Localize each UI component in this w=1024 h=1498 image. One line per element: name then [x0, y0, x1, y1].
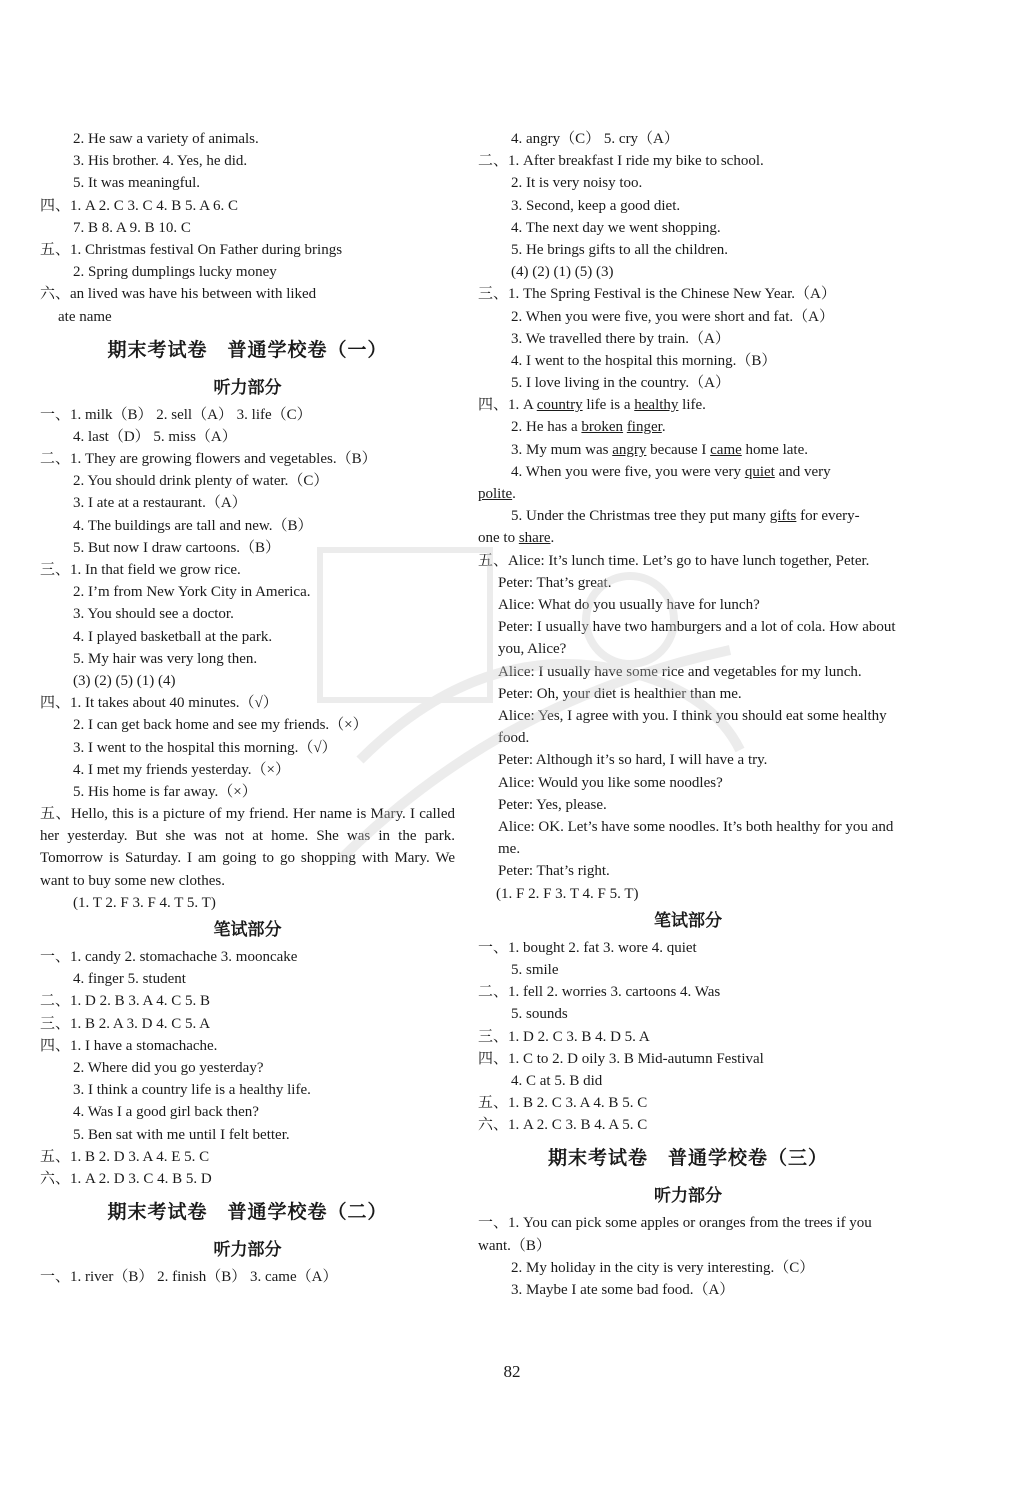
dialogue-line: Alice: What do you usually have for lunch?	[498, 596, 760, 613]
exam1-writing-answers	[40, 946, 455, 1190]
exam1-listening-line: 四、1. It takes about 40 minutes.（√）	[40, 695, 278, 712]
left-top-answers	[40, 128, 455, 328]
exam3-title: 期末考试卷 普通学校卷（三）	[547, 1147, 828, 1170]
underline-line-2: 2. He has a broken finger.	[511, 419, 666, 436]
dialogue-line: Peter: Yes, please.	[498, 796, 607, 813]
right-top-line: 4. The next day we went shopping.	[511, 219, 721, 236]
writing-heading: 笔试部分	[654, 910, 722, 931]
dialogue-line: Alice: I usually have some rice and vegetables for my lunch.	[498, 663, 862, 680]
right-top-line: 2. It is very noisy too.	[511, 175, 643, 192]
page-number: 82	[503, 1362, 521, 1381]
exam1-listening-line: 2. You should drink plenty of water.（C）	[73, 473, 329, 490]
exam1-writing-line: 五、1. B 2. D 3. A 4. E 5. C	[40, 1148, 210, 1165]
exam1-listening-line: 5. My hair was very long then.	[73, 650, 258, 667]
left-top-line: 2. Spring dumplings lucky money	[73, 264, 277, 281]
writing-line: 五、1. B 2. C 3. A 4. B 5. C	[478, 1095, 648, 1112]
exam1-writing-line: 二、1. D 2. B 3. A 4. C 5. B	[40, 993, 211, 1010]
writing-answers	[478, 937, 898, 1137]
right-top-answers	[478, 128, 898, 394]
exam1-listening-line: 2. I can get back home and see my friends.（×）	[73, 717, 368, 734]
exam1-listening-answers	[40, 404, 455, 803]
exam1-listening-line: 4. The buildings are tall and new.（B）	[73, 517, 313, 534]
right-top-line: 4. angry（C） 5. cry（A）	[511, 131, 679, 147]
writing-line: 二、1. fell 2. worries 3. cartoons 4. Was	[478, 984, 721, 1001]
dialogue-line: Peter: I usually have two hamburgers and a lot of cola. How about you, Alice?	[498, 619, 896, 658]
right-top-line: 3. We travelled there by train.（A）	[511, 330, 730, 347]
dialogue-line: Peter: That’s right.	[498, 863, 610, 880]
exam1-writing-line: 4. Was I a good girl back then?	[73, 1104, 259, 1121]
writing-line: 三、1. D 2. C 3. B 4. D 5. A	[478, 1028, 650, 1045]
underline-line-5b: one to share.	[478, 530, 555, 547]
exam1-passage: 五、Hello, this is a picture of my friend. Her name is Mary. I called her yesterday. But she was not at home. She was in the park. Tomorrow is Saturday. I am going to go shopping with Mary. We want to buy some new clothes.	[40, 806, 455, 889]
exam1-listening-line: (3) (2) (5) (1) (4)	[73, 672, 176, 689]
exam1-listening-line: 2. I’m from New York City in America.	[73, 584, 311, 601]
right-top-line: 2. When you were five, you were short and fat.（A）	[511, 308, 834, 325]
right-top-line: 3. Second, keep a good diet.	[511, 197, 681, 214]
left-top-line: ate name	[58, 308, 112, 325]
left-top-line: 四、1. A 2. C 3. C 4. B 5. A 6. C	[40, 197, 238, 214]
writing-line: 六、1. A 2. C 3. B 4. A 5. C	[478, 1117, 648, 1134]
underline-line-1: 四、1. A country life is a healthy life.	[478, 397, 706, 414]
exam1-title: 期末考试卷 普通学校卷（一）	[107, 338, 388, 361]
exam1-writing-heading: 笔试部分	[213, 920, 282, 941]
right-top-line: 二、1. After breakfast I ride my bike to school.	[478, 153, 764, 170]
exam1-passage-answers: (1. T 2. F 3. F 4. T 5. T)	[73, 894, 216, 911]
writing-line: 4. C at 5. B did	[511, 1072, 603, 1089]
writing-line: 5. smile	[511, 961, 559, 978]
exam3-listening-heading: 听力部分	[654, 1186, 722, 1207]
right-top-line: 5. He brings gifts to all the children.	[511, 241, 729, 258]
exam1-writing-line: 一、1. candy 2. stomachache 3. mooncake	[40, 949, 298, 966]
underline-line-5: 5. Under the Christmas tree they put many gifts for every-	[511, 508, 860, 525]
right-top-line: 三、1. The Spring Festival is the Chinese New Year.（A）	[478, 286, 836, 303]
writing-line: 一、1. bought 2. fat 3. wore 4. quiet	[478, 939, 697, 956]
exam1-listening-line: 一、1. milk（B） 2. sell（A） 3. life（C）	[40, 406, 312, 423]
exam2-first-line: 一、1. river（B） 2. finish（B） 3. came（A）	[40, 1269, 338, 1286]
dialogue	[478, 550, 898, 883]
left-top-line: 7. B 8. A 9. B 10. C	[73, 219, 191, 236]
dialogue-line: Peter: Oh, your diet is healthier than me.	[498, 685, 742, 702]
exam1-writing-line: 六、1. A 2. D 3. C 4. B 5. D	[40, 1170, 212, 1187]
writing-line: 5. sounds	[511, 1006, 568, 1023]
exam1-listening-line: 5. His home is far away.（×）	[73, 783, 257, 800]
exam1-listening-heading: 听力部分	[213, 377, 282, 398]
dialogue-line: Alice: Yes, I agree with you. I think you should eat some healthy food.	[498, 707, 887, 747]
exam1-listening-line: 3. You should see a doctor.	[73, 606, 234, 623]
exam2-listening-heading: 听力部分	[213, 1240, 282, 1261]
exam1-writing-line: 5. Ben sat with me until I felt better.	[73, 1126, 290, 1143]
exam1-listening-line: 4. I met my friends yesterday.（×）	[73, 761, 291, 778]
exam1-listening-line: 3. I went to the hospital this morning.（√）	[73, 739, 337, 756]
right-top-line: 4. I went to the hospital this morning.（B）	[511, 352, 777, 369]
writing-line: 四、1. C to 2. D oily 3. B Mid-autumn Festival	[478, 1050, 764, 1067]
exam1-listening-line: 4. last（D） 5. miss（A）	[73, 428, 237, 445]
left-top-line: 五、1. Christmas festival On Father during brings	[40, 241, 343, 258]
dialogue-answers: (1. F 2. F 3. T 4. F 5. T)	[496, 885, 639, 902]
dialogue-line: Alice: OK. Let’s have some noodles. It’s both healthy for you and me.	[498, 819, 894, 858]
exam3-line: 一、1. You can pick some apples or oranges from the trees if you want.（B）	[478, 1215, 872, 1254]
exam1-listening-line: 二、1. They are growing flowers and vegetables.（B）	[40, 451, 377, 468]
left-top-line: 六、an lived was have his between with liked	[40, 286, 317, 303]
dialogue-line: 五、Alice: It’s lunch time. Let’s go to have lunch together, Peter.	[478, 552, 870, 569]
underline-line-3: 3. My mum was angry because I came home late.	[511, 441, 808, 458]
dialogue-line: Peter: Although it’s so hard, I will have a try.	[498, 752, 768, 769]
left-top-line: 5. It was meaningful.	[73, 175, 201, 192]
exam1-listening-line: 4. I played basketball at the park.	[73, 628, 273, 645]
exam1-listening-line: 3. I ate at a restaurant.（A）	[73, 495, 247, 512]
exam3-answers	[478, 1212, 898, 1301]
underline-line-4b: polite.	[478, 486, 516, 502]
right-top-line: 5. I love living in the country.（A）	[511, 375, 730, 392]
exam3-line: 3. Maybe I ate some bad food.（A）	[511, 1282, 735, 1299]
right-column	[478, 128, 898, 1301]
dialogue-line: Peter: That’s great.	[498, 574, 612, 591]
underline-line-4: 4. When you were five, you were very quiet and very	[511, 463, 831, 480]
left-top-line: 2. He saw a variety of animals.	[73, 131, 259, 147]
dialogue-line: Alice: Would you like some noodles?	[498, 774, 723, 791]
left-top-line: 3. His brother. 4. Yes, he did.	[73, 153, 248, 170]
exam1-writing-line: 三、1. B 2. A 3. D 4. C 5. A	[40, 1015, 211, 1032]
exam2-title: 期末考试卷 普通学校卷（二）	[107, 1201, 388, 1224]
exam1-writing-line: 四、1. I have a stomachache.	[40, 1037, 218, 1054]
exam3-line: 2. My holiday in the city is very interesting.（C）	[511, 1259, 815, 1276]
exam1-writing-line: 3. I think a country life is a healthy life.	[73, 1082, 311, 1099]
right-top-line: (4) (2) (1) (5) (3)	[511, 264, 614, 281]
exam1-writing-line: 4. finger 5. student	[73, 971, 186, 988]
exam1-listening-line: 5. But now I draw cartoons.（B）	[73, 539, 281, 556]
exam1-writing-line: 2. Where did you go yesterday?	[73, 1060, 264, 1076]
left-column	[40, 128, 455, 1288]
exam1-listening-line: 三、1. In that field we grow rice.	[40, 562, 241, 578]
